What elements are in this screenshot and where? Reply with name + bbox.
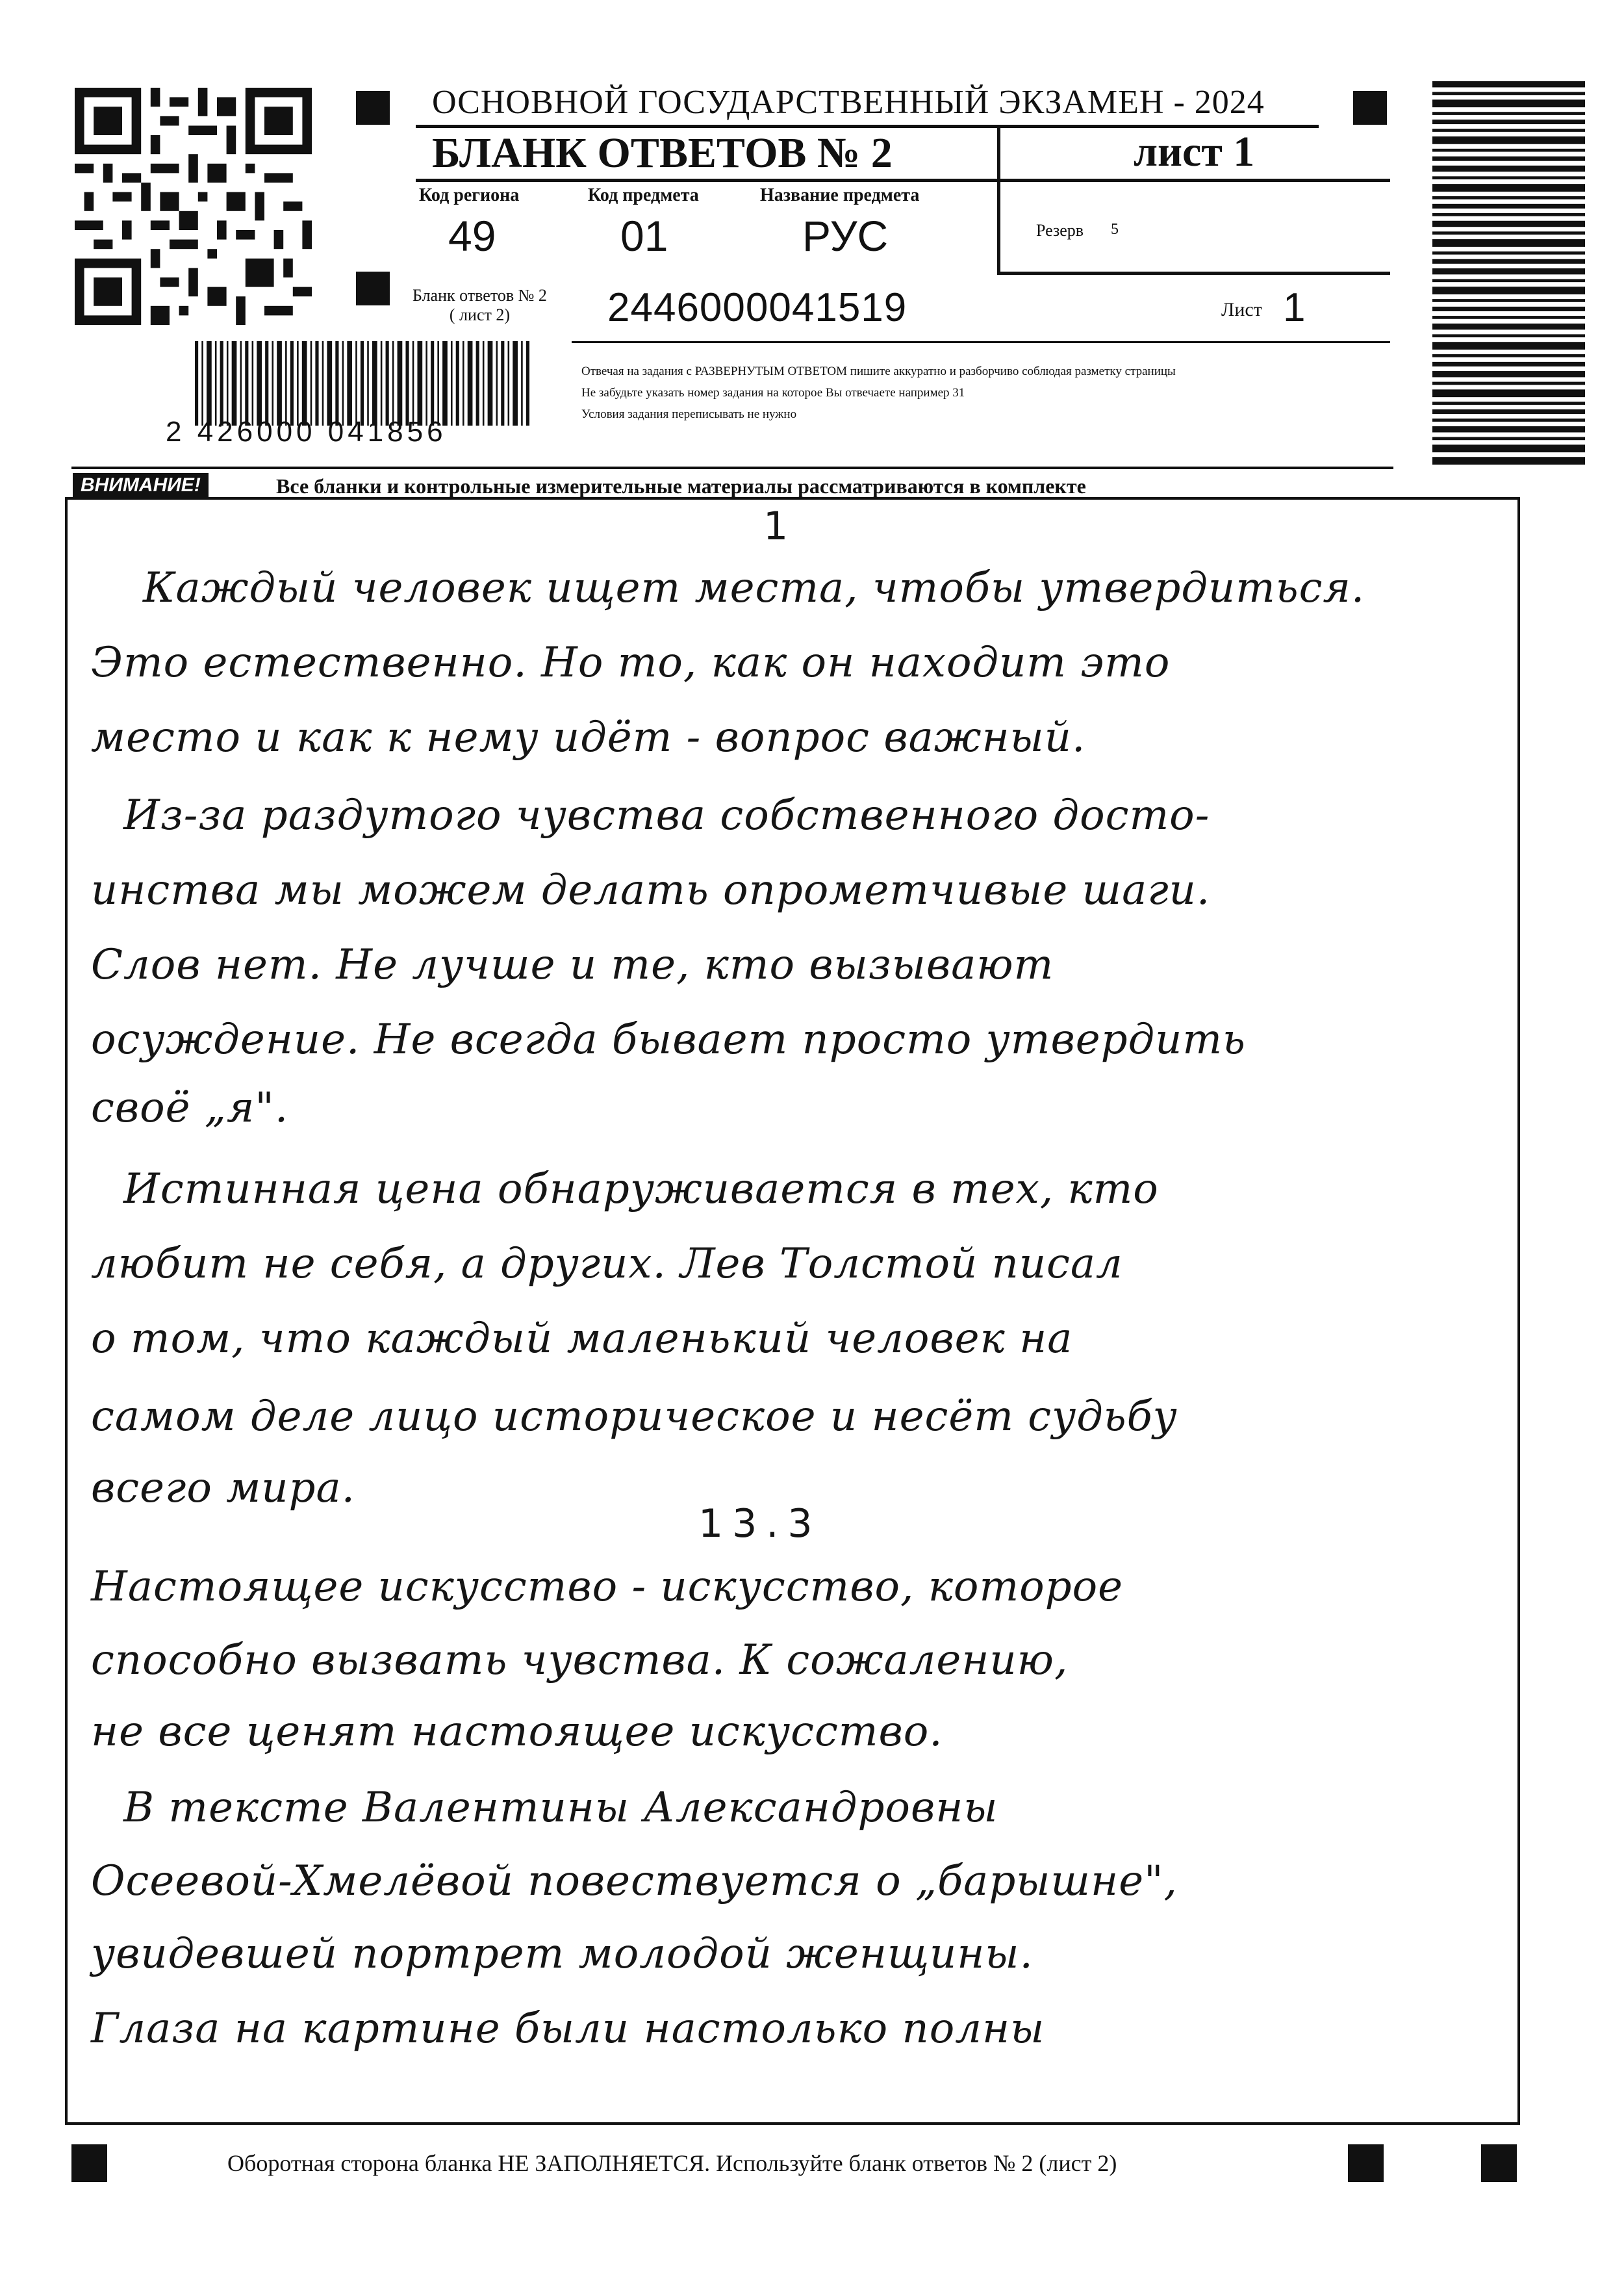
handwritten-line: о том, что каждый маленький человек на	[91, 1315, 1073, 1363]
handwritten-line: В тексте Валентины Александровны	[123, 1784, 998, 1832]
attention-badge: ВНИМАНИЕ!	[73, 473, 209, 498]
handwritten-line: не все ценят настоящее искусство.	[91, 1708, 943, 1756]
reserve-value: 5	[1111, 221, 1119, 238]
region-value: 49	[448, 212, 496, 260]
instruction-line: Не забудьте указать номер задания на которое Вы отвечаете например 31	[581, 386, 965, 400]
handwritten-line: всего мира.	[91, 1464, 355, 1512]
list-label: Лист	[1221, 299, 1262, 320]
barcode-number: 2 426000 041856	[166, 416, 447, 448]
divider	[71, 467, 1393, 469]
form-barcode	[195, 341, 529, 426]
reserve-label: Резерв	[1036, 221, 1084, 240]
subject-name-value: РУС	[802, 212, 889, 260]
region-label: Код региона	[419, 185, 520, 205]
alignment-marker	[1353, 91, 1387, 125]
handwritten-line: самом деле лицо историческое и несёт судьбу	[91, 1393, 1178, 1441]
task-number: 1	[763, 504, 789, 549]
instruction-line: Отвечая на задания с РАЗВЕРНУТЫМ ОТВЕТОМ пишите аккуратно и разборчиво соблюдая разметку страницы	[581, 365, 1176, 378]
handwritten-line: Каждый человек ищет места, чтобы утвердиться.	[143, 564, 1365, 612]
handwritten-line: Из-за раздутого чувства собственного досто-	[123, 791, 1210, 840]
alignment-marker	[71, 2144, 107, 2182]
handwritten-line: увидевшей портрет молодой женщины.	[91, 1930, 1034, 1978]
exam-title: ОСНОВНОЙ ГОСУДАРСТВЕННЫЙ ЭКЗАМЕН - 2024	[432, 84, 1265, 121]
subject-code-value: 01	[620, 212, 668, 260]
form2-label-line1: Бланк ответов № 2	[412, 286, 547, 305]
handwritten-line: своё „я".	[91, 1084, 289, 1132]
alignment-marker	[356, 272, 390, 305]
handwritten-line: Слов нет. Не лучше и те, кто вызывают	[91, 941, 1054, 989]
list-value: 1	[1283, 285, 1306, 330]
qr-code	[75, 88, 312, 325]
alignment-marker	[1348, 2144, 1384, 2182]
attention-text: Все бланки и контрольные измерительные материалы рассматриваются в комплекте	[276, 474, 1086, 498]
alignment-marker	[1481, 2144, 1517, 2182]
divider	[997, 127, 1000, 273]
handwritten-line: Осеевой-Хмелёвой повествуется о „барышне",	[91, 1857, 1178, 1905]
task-number: 13.3	[698, 1501, 822, 1547]
side-barcode	[1432, 81, 1585, 465]
alignment-marker	[356, 91, 390, 125]
subject-code-label: Код предмета	[588, 185, 699, 205]
divider	[997, 272, 1390, 275]
form-title: БЛАНК ОТВЕТОВ № 2	[432, 129, 893, 177]
sheet-label: лист 1	[1134, 128, 1255, 175]
handwritten-line: Истинная цена обнаруживается в тех, кто	[123, 1165, 1159, 1213]
divider	[572, 341, 1390, 343]
handwritten-line: место и как к нему идёт - вопрос важный.	[91, 713, 1086, 762]
instruction-line: Условия задания переписывать не нужно	[581, 407, 797, 421]
handwritten-line: инства мы можем делать опрометчивые шаги.	[91, 866, 1211, 914]
handwritten-line: любит не себя, а других. Лев Толстой писал	[91, 1240, 1123, 1288]
handwritten-line: способно вызвать чувства. К сожалению,	[91, 1636, 1069, 1684]
subject-name-label: Название предмета	[760, 185, 920, 205]
instructions	[581, 361, 1176, 425]
form2-label-line2: ( лист 2)	[449, 305, 511, 324]
footer-note: Оборотная сторона бланка НЕ ЗАПОЛНЯЕТСЯ. Используйте бланк ответов № 2 (лист 2)	[227, 2150, 1117, 2176]
handwritten-line: осуждение. Не всегда бывает просто утвердить	[91, 1016, 1246, 1064]
handwritten-line: Это естественно. Но то, как он находит это	[91, 639, 1171, 687]
handwritten-line: Глаза на картине были настолько полны	[91, 2005, 1045, 2053]
form2-label	[412, 286, 547, 325]
divider	[416, 179, 1390, 182]
handwritten-line: Настоящее искусство - искусство, которое	[91, 1563, 1124, 1611]
form2-number: 2446000041519	[607, 285, 907, 330]
